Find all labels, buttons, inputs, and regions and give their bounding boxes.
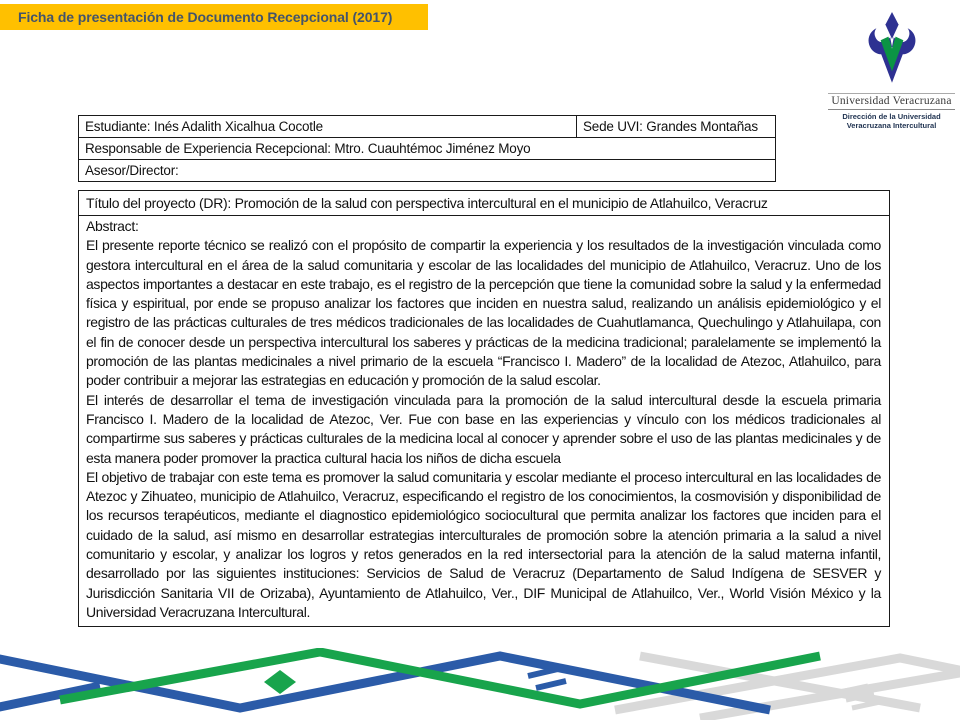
abstract-cell <box>79 216 890 627</box>
table-row <box>79 160 776 182</box>
project-table <box>78 190 890 627</box>
abstract-text <box>86 236 881 622</box>
page-title <box>0 4 428 30</box>
table-row <box>79 138 776 160</box>
table-row <box>79 191 890 216</box>
sede-uvi-cell: Sede UVI: Grandes Montañas <box>577 116 776 138</box>
student-info-table <box>78 115 776 182</box>
page-title-text: Ficha de presentación de Documento Recepcional (2017) <box>18 9 393 25</box>
abstract-label: Abstract: <box>86 218 139 234</box>
project-title-cell: Título del proyecto (DR): Promoción de la salud con perspectiva intercultural en el municipio de Atlahuilco, Veracruz <box>79 191 890 216</box>
university-direction <box>828 112 955 130</box>
abstract-paragraph-2: El interés de desarrollar el tema de investigación vinculada para la promoción de la salud intercultural desde la escuela primaria Francisco I. Madero de la localidad de Atezoc, Ver. Fue con base en las experiencias y vínculo con los médicos tradicionales al compartirme sus saberes y prácticas culturales de la medicina local al conocer y aprender sobre el uso de las plantas medicinales y de esta manera poder promover la practica cultural hacia los niños de dicha escuela <box>86 391 881 466</box>
university-name: Universidad Veracruzana <box>828 93 955 110</box>
abstract-paragraph-3: El objetivo de trabajar con este tema es promover la salud comunitaria y escolar mediante el proceso intercultural en las localidades de Atezoc y Zihuateo, municipio de Atlahuilco, Veracruz, especificando el registro de los conocimientos, la cosmovisión y disponibilidad de los recursos terapéuticos, mediante el diagnostico epidemiológico sociocultural que permita analizar los factores que inciden para el cuidado de la salud, así mismo en desarrollar estrategias interculturales de promoción sobre la atención primaria a la salud a nivel comunitario y escolar, y analizar los logros y retos generados en la red intersectorial para la atención de la salud materna infantil, desarrollado por las siguientes instituciones: Servicios de Salud de Veracruz (Departamento de Salud Indígena de SESVER y Jurisdicción Sanitaria VII de Orizaba), Ayuntamiento de Atlahuilco, Ver., DIF Municipal de Atlahuilco, Ver., World Visión México y la Universidad Veracruzana Intercultural. <box>86 468 881 620</box>
university-logo <box>828 5 955 130</box>
abstract-paragraph-1: El presente reporte técnico se realizó con el propósito de compartir la experiencia y los resultados de la investigación vinculada como gestora intercultural en el área de la salud comunitaria y escolar de las localidades del municipio de Atlahuilco, Veracruz. Uno de los aspectos importantes a destacar en este trabajo, es el registro de la percepción que tiene la comunidad sobre la salud y la enfermedad física y espiritual, por ende se propuso analizar los factores que inciden en nuestra salud, realizando un análisis epidemiológico y el registro de las prácticas culturales de tres médicos tradicionales de las localidades de Cuahutlamanca, Quechulingo y Atlahuilapa, con el fin de conocer desde un perspectiva intercultural los saberes y prácticas de la medicina tradicional; paralelamente se implementó la promoción de las plantas medicinales a nivel primario de la escuela “Francisco I. Madero” de la localidad de Atezoc, Atlahuilco, para poder contribuir a mejorar las estrategias en educación y promoción de la salud escolar. <box>86 237 881 389</box>
table-row <box>79 216 890 627</box>
uv-fleur-de-lis-icon <box>862 5 922 91</box>
student-cell: Estudiante: Inés Adalith Xicalhua Cocotle <box>79 116 577 138</box>
asesor-cell: Asesor/Director: <box>79 160 776 182</box>
table-row <box>79 116 776 138</box>
ribbon-decoration <box>0 648 960 720</box>
responsable-cell: Responsable de Experiencia Recepcional: Mtro. Cuauhtémoc Jiménez Moyo <box>79 138 776 160</box>
university-direction-line2: Veracruzana Intercultural <box>846 121 937 130</box>
university-direction-line1: Dirección de la Universidad <box>842 112 941 121</box>
